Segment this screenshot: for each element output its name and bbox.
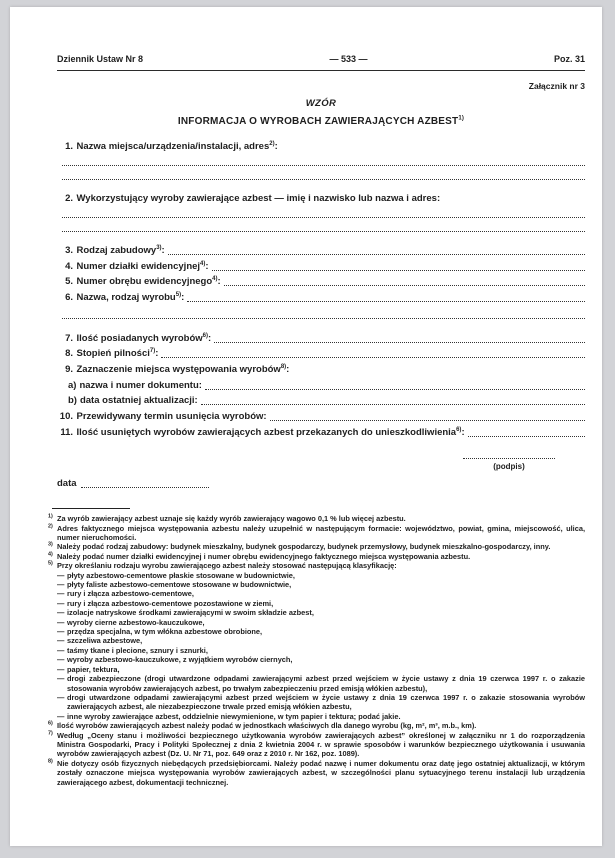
dash: —: [57, 655, 65, 665]
footnote-3: [48, 542, 585, 551]
footnote-ref: 7): [149, 348, 156, 355]
date-line: [81, 487, 209, 488]
footnote-dash-item: — inne wyroby zawierające azbest, oddzielnie niewymienione, w tym papier i tektura; podać jakie.: [57, 711, 401, 721]
podpis-label: (podpis): [493, 462, 525, 472]
form-title: [57, 116, 585, 127]
item-number: b): [68, 395, 77, 407]
footnote-ref: 6): [456, 426, 462, 433]
item-label: Przewidywany termin usunięcia wyrobów:: [76, 411, 267, 422]
dash: —: [57, 598, 65, 608]
item-label: nazwa i numer dokumentu:: [79, 379, 202, 391]
footnote-text: Należy podać rodzaj zabudowy: budynek mieszkalny, budynek gospodarczy, budynek przemysłowy, budynek mieszkalno-gospodarczy, inny.: [57, 542, 551, 552]
item-number: 2.: [65, 193, 73, 204]
dotted-answer-line: [62, 217, 585, 218]
footnote-marker: 4): [48, 551, 53, 558]
item-label: Stopień pilności$^{7)}$:: [76, 348, 159, 360]
dash: —: [57, 674, 65, 684]
footnote-2: [48, 524, 585, 543]
item-number: 9.: [65, 363, 73, 375]
page-number: — 533 —: [329, 54, 368, 64]
attachment-label: Załącznik nr 3: [528, 81, 585, 91]
footnote-text: Za wyrób zawierający azbest uznaje się każdy wyrób zawierający wagowo 0,1 % lub więcej azbestu.: [57, 514, 406, 524]
footnote-separator: [52, 508, 130, 509]
form-item-11: [57, 427, 585, 439]
form-item-4: [57, 261, 585, 273]
dash: —: [57, 692, 65, 702]
dash: —: [57, 627, 65, 637]
dotted-fill: [224, 285, 585, 286]
date-row: [57, 478, 585, 489]
item-number: 6.: [65, 292, 73, 304]
dash: —: [57, 608, 65, 618]
footnote-marker: 6): [48, 720, 53, 727]
footnote-dash-item: — taśmy tkane i plecione, sznury i sznurki,: [57, 645, 208, 655]
footnote-dash-item: — rury i złącza azbestowo-cementowe,: [57, 589, 194, 599]
form-item-9: [57, 364, 585, 376]
footnote-ref: 3): [156, 244, 162, 251]
dash: —: [57, 580, 65, 590]
footnote-text: Nie dotyczy osób fizycznych niebędących przedsiębiorcami. Należy podać nazwę i numer dokumentu oraz datę jego ostatniej aktualizacji, w którym zostały oznaczone miejsca występowania wyrobów zawierających azbest, w szczególności planu sytuacyjnego terenu instalacji lub urządzenia zawierającego azbest, dokumentacji technicznej.: [57, 758, 585, 787]
form-item-10: [57, 411, 585, 423]
footnote-dash-item: — płyty azbestowo-cementowe płaskie stosowane w budownictwie,: [57, 570, 295, 580]
form-item-1: [57, 141, 585, 153]
dash: —: [57, 617, 65, 627]
form-item-5: [57, 276, 585, 288]
item-label: data ostatniej aktualizacji:: [79, 395, 198, 407]
dotted-fill: [201, 404, 585, 405]
footnote-6: [48, 721, 585, 730]
dash: —: [57, 570, 65, 580]
footnote-dash-item: — drogi zabezpieczone (drogi utwardzone odpadami zawierającymi azbest przed wejściem w życie ustawy z dnia 19 czerwca 1997 r. o zakazie stosowania wyrobów zawierających azbest, po trwałym zabezpieczeniu przed emisją włókien azbestu),: [57, 674, 585, 693]
footnote-8: [48, 759, 585, 787]
footnote-marker: 3): [48, 541, 53, 548]
footnote-dash-item: — rury i złącza azbestowo-cementowe pozostawione w ziemi,: [57, 598, 274, 608]
footnote-7: [48, 731, 585, 759]
footnote-dash-item: — wyroby azbestowo-kauczukowe, z wyjątkiem wyrobów ciernych,: [57, 655, 293, 665]
footnote-5: [48, 561, 585, 570]
footnote-text: Należy podać numer działki ewidencyjnej i numer obrębu ewidencyjnego faktycznego miejsca występowania azbestu.: [57, 551, 471, 561]
document-page: [10, 7, 602, 846]
dotted-fill: [168, 254, 585, 255]
form-item-9b: [68, 395, 585, 407]
footnote-dash-item: — szczeliwa azbestowe,: [57, 636, 143, 646]
form-title-text: INFORMACJA O WYROBACH ZAWIERAJĄCYCH AZBEST: [177, 116, 459, 127]
item-label: Rodzaj zabudowy$^{3)}$:: [76, 244, 165, 256]
dotted-fill: [270, 420, 585, 421]
item-label: Ilość usuniętych wyrobów zawierających azbest przekazanych do unieszkodliwienia$^{6)}$:: [76, 426, 465, 438]
dotted-answer-line: [62, 231, 585, 232]
dotted-fill: [205, 389, 585, 390]
date-label: data: [57, 478, 77, 490]
footnote-marker: 7): [48, 730, 53, 737]
form-title-sup: 1): [458, 115, 465, 122]
page-header: [57, 54, 585, 71]
footnote-ref: 4): [212, 276, 218, 283]
item-number: 10.: [59, 411, 73, 422]
dash: —: [57, 589, 65, 599]
dash: —: [57, 664, 65, 674]
item-number: a): [68, 379, 77, 391]
dash: —: [57, 645, 65, 655]
form-item-2: [57, 193, 585, 205]
footnote-ref: 6): [202, 332, 209, 339]
dotted-fill: [468, 436, 585, 437]
journal-name: Dziennik Ustaw Nr 8: [57, 54, 144, 64]
dotted-answer-line: [62, 165, 585, 166]
item-label: Wykorzystujący wyroby zawierające azbest — imię i nazwisko lub nazwa i adres:: [76, 193, 441, 204]
dash: —: [57, 711, 65, 721]
item-number: 8.: [65, 348, 73, 360]
wzor-label: WZÓR: [305, 98, 337, 109]
position-number: Poz. 31: [553, 54, 585, 64]
form-item-3: [57, 245, 585, 257]
footnotes: [48, 514, 585, 787]
item-number: 3.: [65, 245, 73, 256]
dash: —: [57, 636, 65, 646]
item-label: Numer obrębu ewidencyjnego$^{4)}$:: [76, 276, 221, 288]
dotted-answer-line: [62, 179, 585, 180]
dotted-fill: [187, 301, 585, 302]
footnote-text: Ilość wyrobów zawierających azbest należy podać w jednostkach właściwych dla danego wyrobu (kg, m², m³, m.b., km).: [57, 721, 477, 731]
dotted-fill: [214, 342, 585, 343]
item-label: Nazwa, rodzaj wyrobu$^{5)}$:: [76, 291, 185, 304]
footnote-text: Według „Oceny stanu i możliwości bezpiecznego użytkowania wyrobów zawierających azbest” określonej w załączniku nr 1 do rozporządzenia Ministra Gospodarki, Pracy i Polityki Społecznej z dnia 2 kwietnia 2004 r. w sprawie sposobów i warunków bezpiecznego użytkowania i usuwania wyrobów zawierających azbest (Dz. U. Nr 71, poz. 649 oraz z 2010 r. Nr 162, poz. 1089).: [57, 730, 585, 759]
footnote-ref: 5): [175, 291, 182, 298]
form-item-8: [57, 348, 585, 360]
footnote-ref: 4): [200, 260, 206, 267]
footnote-5-list: [57, 571, 585, 722]
footnote-ref: 2): [269, 140, 275, 147]
footnote-marker: 5): [48, 560, 53, 567]
footnote-1: [48, 514, 585, 523]
form-item-7: [57, 333, 585, 345]
item-number: 1.: [65, 141, 73, 152]
footnote-marker: 1): [48, 513, 53, 520]
form-item-6: [57, 292, 585, 304]
footnote-dash-item: — przędza specjalna, w tym włókna azbestowe obrobione,: [57, 627, 263, 637]
item-number: 4.: [65, 260, 73, 272]
item-label: Nazwa miejsca/urządzenia/instalacji, adres$^{2)}$:: [76, 140, 278, 152]
footnote-dash-item: — drogi utwardzone odpadami zawierającymi azbest przed wejściem w życie ustawy z dnia 19 czerwca 1997 r. o zakazie stosowania wyrobów zawierających azbest, ale niezabezpieczone trwale przed emisją włókien azbestu,: [57, 692, 585, 712]
footnote-dash-item: — płyty faliste azbestowo-cementowe stosowane w budownictwie,: [57, 580, 292, 590]
form-item-9a: [68, 380, 585, 392]
dotted-answer-line: [62, 318, 585, 319]
item-label: Ilość posiadanych wyrobów$^{6)}$:: [76, 332, 212, 344]
footnote-dash-item: — wyroby cierne azbestowo-kauczukowe,: [57, 617, 205, 627]
dotted-fill: [212, 270, 585, 271]
signature-line: [463, 458, 555, 459]
item-number: 11.: [60, 426, 73, 438]
footnote-text: Przy określaniu rodzaju wyrobu zawierającego azbest należy stosować następującą klasyfikację:: [57, 561, 397, 571]
item-number: 5.: [65, 276, 73, 288]
item-number: 7.: [65, 332, 73, 344]
signature-block: [463, 458, 555, 471]
item-label: Zaznaczenie miejsca występowania wyrobów$^{8)}$:: [76, 363, 290, 375]
item-label: Numer działki ewidencyjnej$^{4)}$:: [76, 260, 209, 272]
footnote-dash-item: — izolacje natryskowe środkami zawierającymi w swoim składzie azbest,: [57, 608, 314, 618]
footnote-marker: 2): [48, 523, 53, 530]
footnote-4: [48, 552, 585, 561]
footnote-ref: 8): [280, 363, 287, 370]
dotted-fill: [161, 357, 585, 358]
footnote-dash-item: — papier, tektura,: [57, 664, 120, 674]
form-body: [57, 141, 585, 438]
footnote-marker: 8): [48, 758, 53, 765]
footnote-text: Adres faktycznego miejsca występowania azbestu należy uzupełnić w następującym formacie: województwo, powiat, gmina, miejscowość, ulica, numer nieruchomości.: [57, 523, 585, 542]
